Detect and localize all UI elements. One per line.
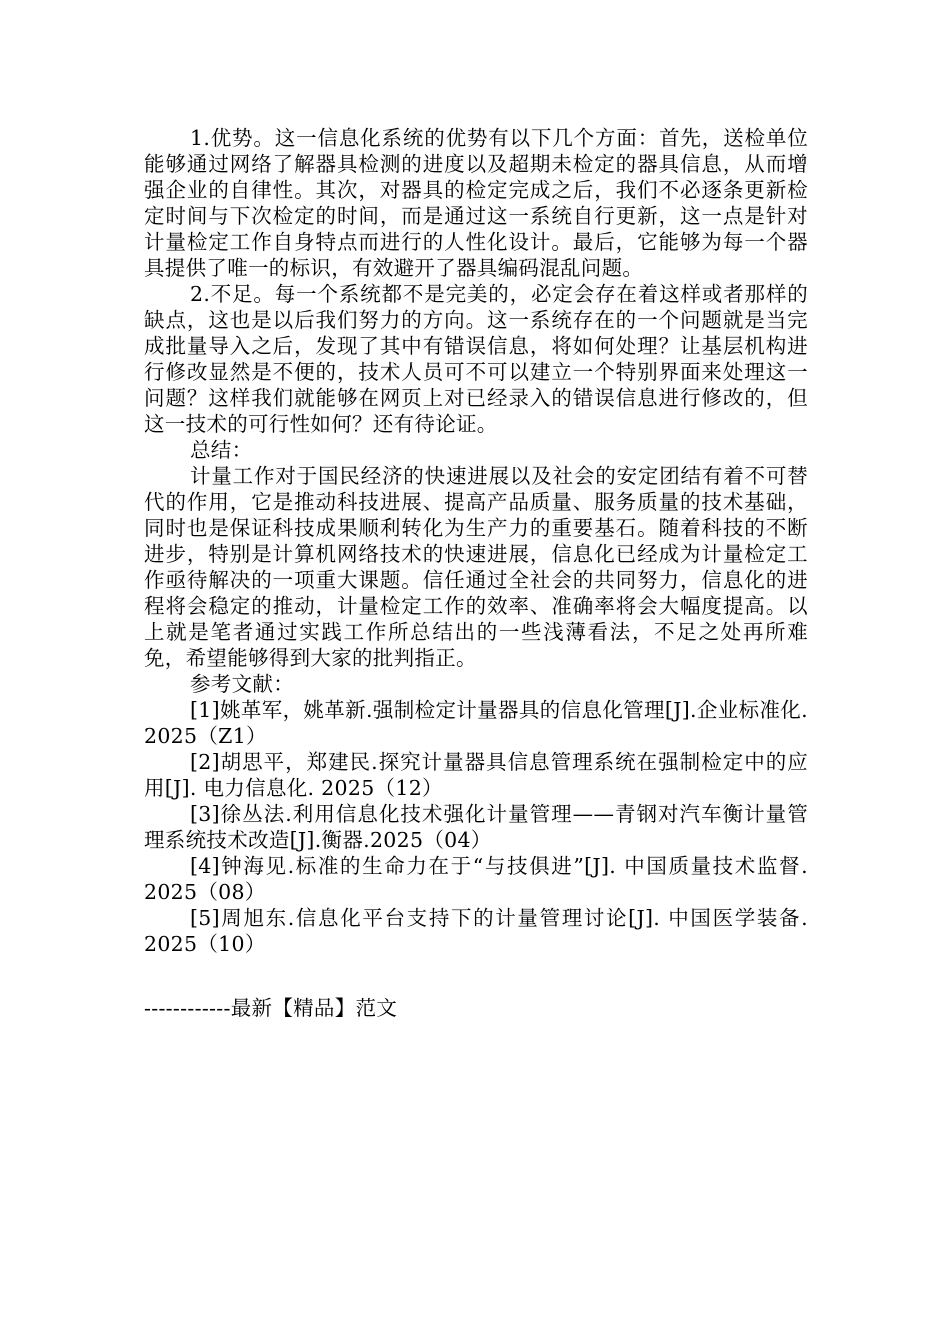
heading-references: 参考文献： bbox=[190, 672, 294, 696]
reference-item: [5]周旭东.信息化平台支持下的计量管理讨论[J]. 中国医学装备. 2025（10） bbox=[144, 906, 808, 956]
reference-item: [4]钟海见.标准的生命力在于“与技俱进”[J]. 中国质量技术监督. 2025（08） bbox=[144, 854, 808, 904]
page-footer: ------------最新【精品】范文 bbox=[144, 996, 398, 1020]
paragraph-advantages: 1.优势。这一信息化系统的优势有以下几个方面：首先，送检单位能够通过网络了解器具检测的进度以及超期未检定的器具信息，从而增强企业的自律性。其次，对器具的检定完成之后，我们不必逐条更新检定时间与下次检定的时间，而是通过这一系统自行更新，这一点是针对计量检定工作自身特点而进行的人性化设计。最后，它能够为每一个器具提供了唯一的标识，有效避开了器具编码混乱问题。 bbox=[144, 126, 808, 280]
paragraph-summary: 计量工作对于国民经济的快速进展以及社会的安定团结有着不可替代的作用，它是推动科技进展、提高产品质量、服务质量的技术基础，同时也是保证科技成果顺利转化为生产力的重要基石。随着科技的不断进步，特别是计算机网络技术的快速进展，信息化已经成为计量检定工作亟待解决的一项重大课题。信任通过全社会的共同努力，信息化的进程将会稳定的推动，计量检定工作的效率、准确率将会大幅度提高。以上就是笔者通过实践工作所总结出的一些浅薄看法，不足之处再所难免，希望能够得到大家的批判指正。 bbox=[144, 464, 808, 670]
document-body bbox=[144, 125, 808, 957]
heading-summary: 总结： bbox=[190, 438, 253, 462]
reference-item: [2]胡思平，郑建民.探究计量器具信息管理系统在强制检定中的应用[J]. 电力信息化. 2025（12） bbox=[144, 750, 808, 800]
reference-item: [3]徐丛法.利用信息化技术强化计量管理——青钢对汽车衡计量管理系统技术改造[J].衡器.2025（04） bbox=[144, 802, 808, 852]
paragraph-shortcomings: 2.不足。每一个系统都不是完美的，必定会存在着这样或者那样的缺点，这也是以后我们努力的方向。这一系统存在的一个问题就是当完成批量导入之后，发现了其中有错误信息，将如何处理？让基层机构进行修改显然是不便的，技术人员可不可以建立一个特别界面来处理这一问题？这样我们就能够在网页上对已经录入的错误信息进行修改的，但这一技术的可行性如何？还有待论证。 bbox=[144, 282, 808, 436]
reference-item: [1]姚革军，姚革新.强制检定计量器具的信息化管理[J].企业标准化. 2025（Z1） bbox=[144, 698, 808, 748]
